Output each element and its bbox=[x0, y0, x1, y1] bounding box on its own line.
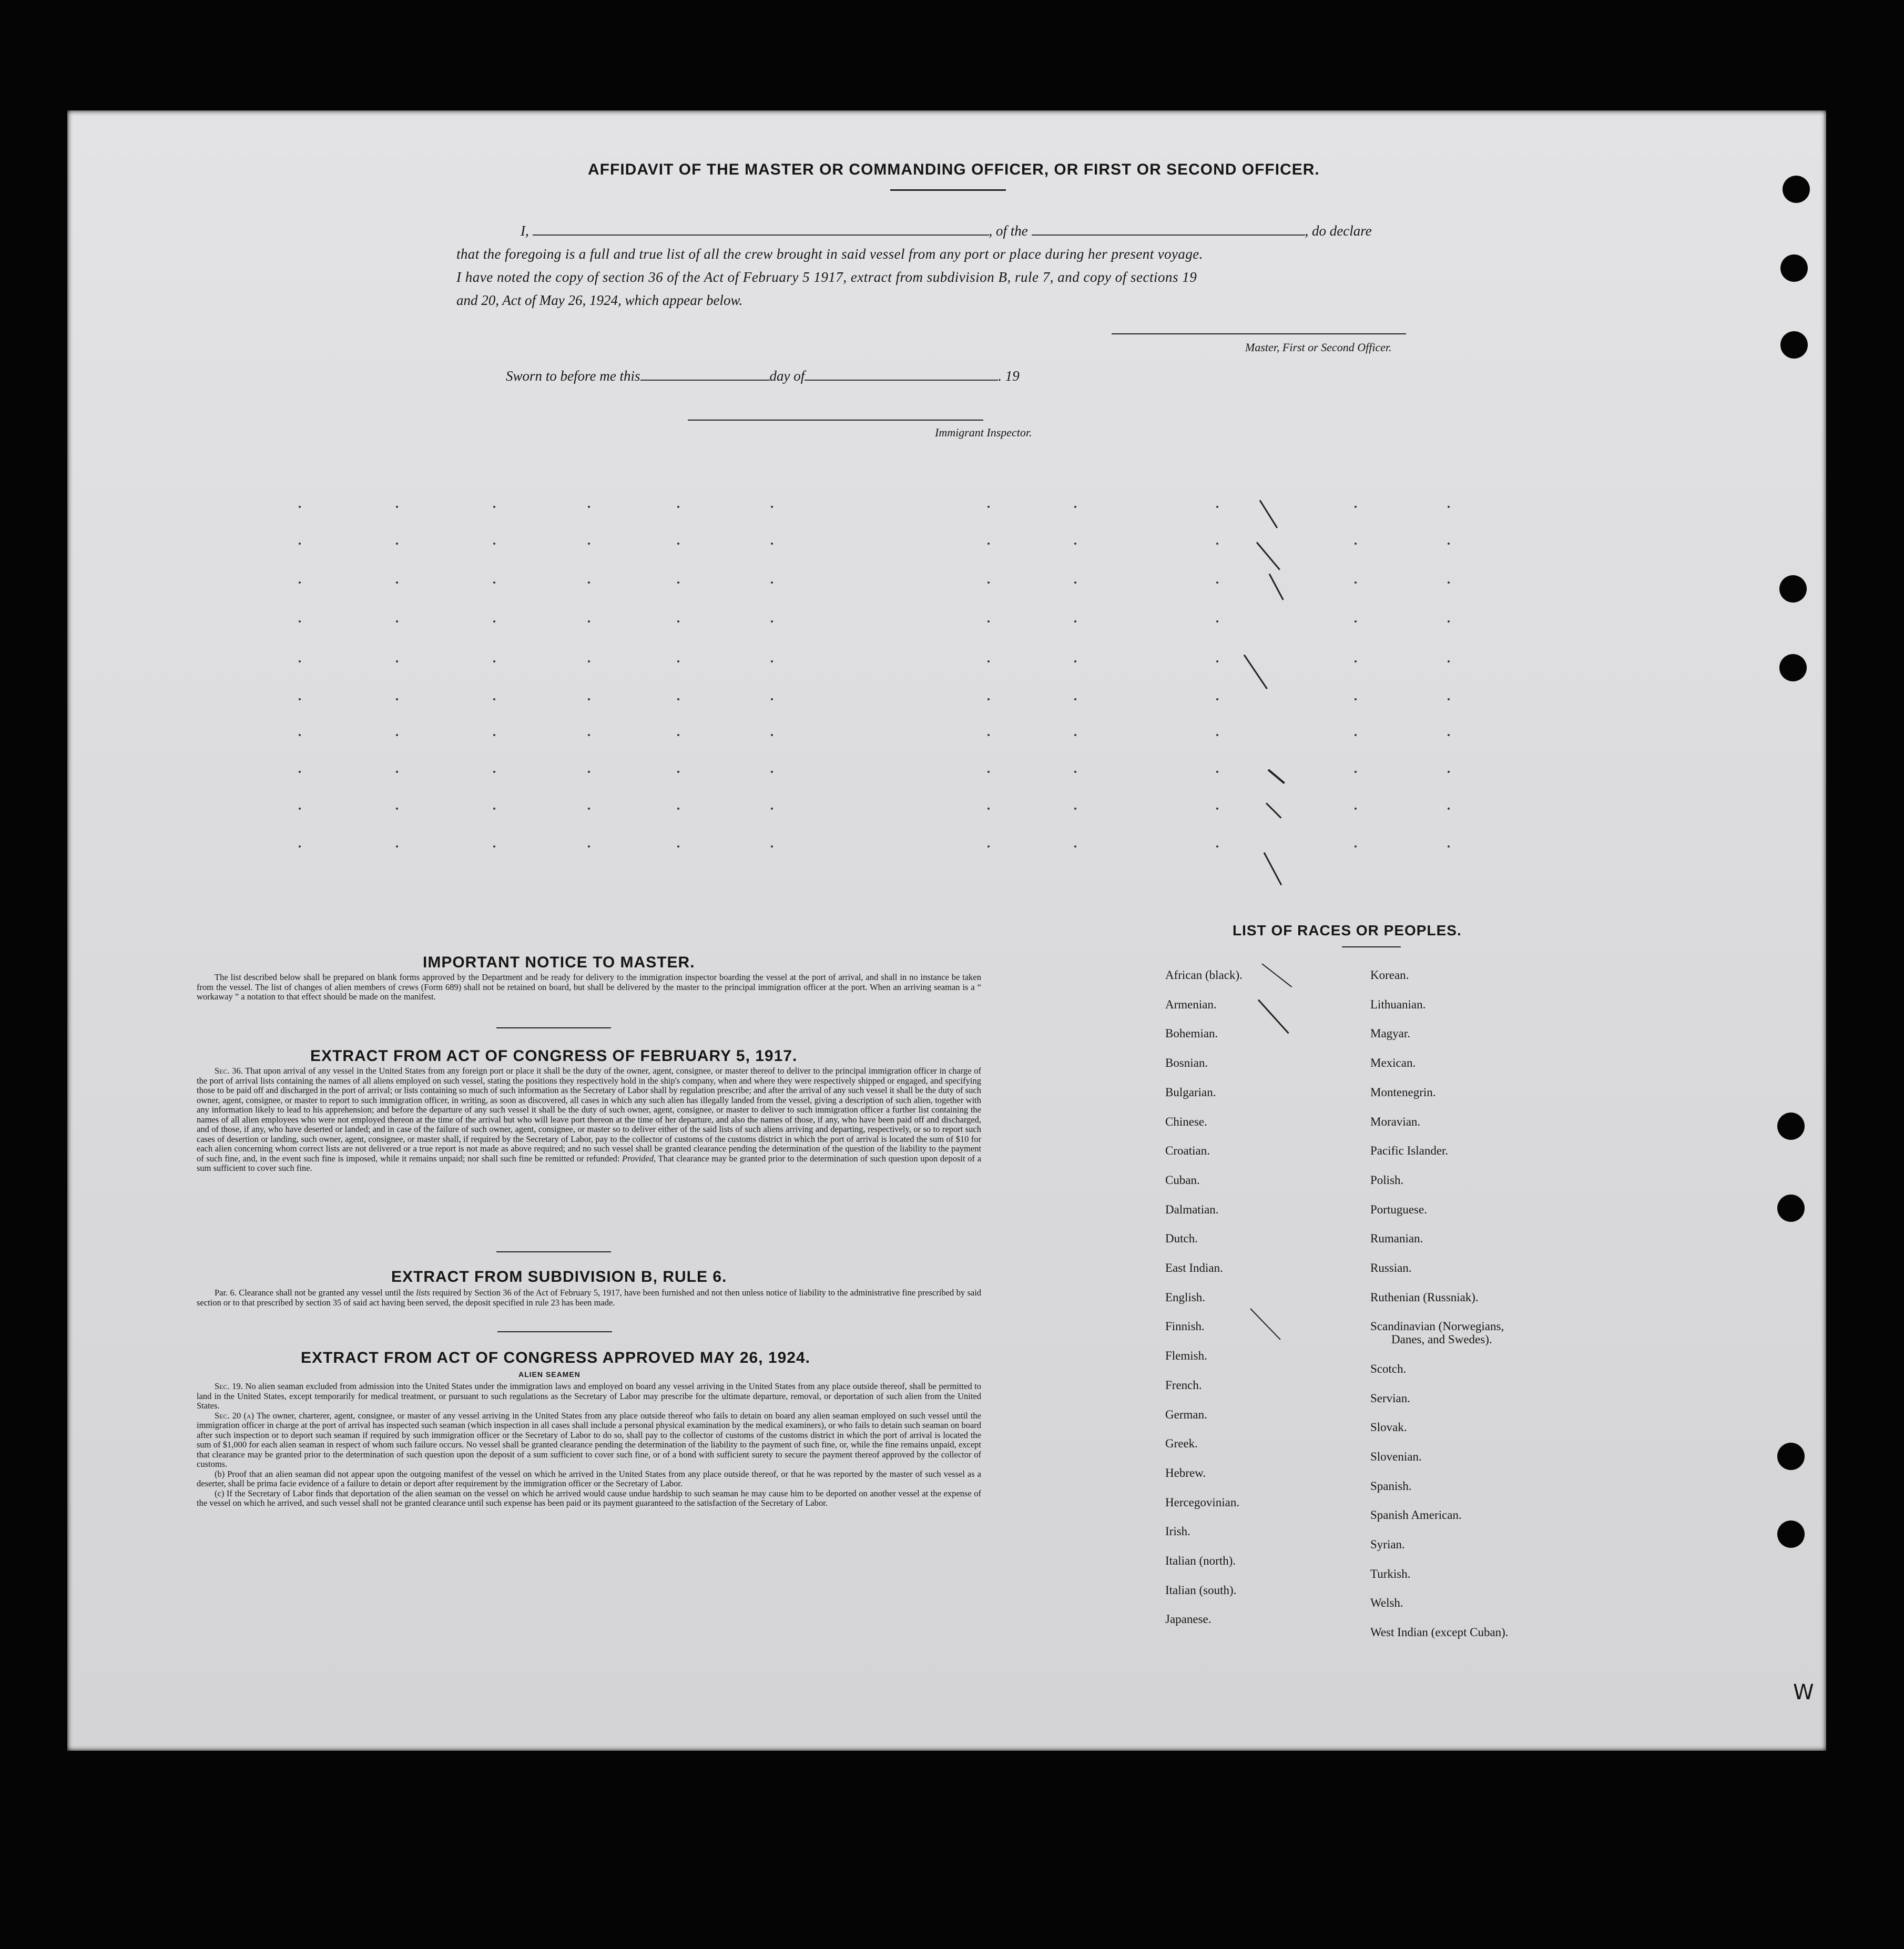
race-item: Bosnian. bbox=[1165, 1056, 1208, 1070]
race-item: Danes, and Swedes). bbox=[1391, 1333, 1492, 1346]
punch-hole bbox=[1777, 1113, 1805, 1140]
race-item: Italian (south). bbox=[1165, 1583, 1237, 1597]
punch-hole bbox=[1780, 254, 1808, 282]
grid-dot bbox=[396, 660, 398, 662]
grid-dot bbox=[493, 581, 495, 584]
grid-dot bbox=[493, 698, 495, 700]
grid-dot bbox=[396, 620, 398, 623]
grid-dot bbox=[771, 698, 773, 700]
grid-dot bbox=[588, 771, 590, 773]
grid-dot bbox=[1216, 734, 1218, 736]
grid-dot bbox=[987, 734, 990, 736]
divider bbox=[496, 1027, 611, 1028]
notice-text: The list described below shall be prepared on blank forms approved by the Department and be ready for delivery to the immigration inspector boarding the vessel at the port of arrival, and shall in no instance be taken from the vessel. The list of changes of alien members of crews (Form 689) shall not be retained on board, but shall be delivered by the master to the principal immigration officer at the port. When an arriving seaman is a “ workaway ” a notation to that effect should be made on the manifest. bbox=[197, 972, 981, 1002]
grid-dot bbox=[1448, 698, 1450, 700]
race-item: Rumanian. bbox=[1370, 1232, 1423, 1246]
grid-dot bbox=[1448, 845, 1450, 848]
grid-dot bbox=[1216, 660, 1218, 662]
race-item: Finnish. bbox=[1165, 1320, 1205, 1333]
pencil-mark bbox=[1250, 1308, 1280, 1340]
punch-hole bbox=[1777, 1521, 1805, 1548]
grid-dot bbox=[1355, 581, 1357, 584]
race-item: Montenegrin. bbox=[1370, 1085, 1436, 1099]
grid-dot bbox=[1074, 698, 1076, 700]
grid-dot bbox=[987, 581, 990, 584]
grid-dot bbox=[1216, 808, 1218, 810]
grid-dot bbox=[588, 734, 590, 736]
grid-dot bbox=[677, 771, 679, 773]
pencil-mark bbox=[1261, 963, 1292, 987]
grid-dot bbox=[299, 620, 301, 623]
grid-dot bbox=[987, 506, 990, 508]
grid-dot bbox=[771, 771, 773, 773]
grid-dot bbox=[299, 771, 301, 773]
grid-dot bbox=[1355, 771, 1357, 773]
race-item: Dalmatian. bbox=[1165, 1202, 1219, 1216]
race-item: Servian. bbox=[1370, 1391, 1411, 1405]
grid-dot bbox=[299, 698, 301, 700]
grid-dot bbox=[1216, 506, 1218, 508]
grid-dot bbox=[1448, 734, 1450, 736]
race-item: Spanish American. bbox=[1370, 1508, 1462, 1522]
race-item: East Indian. bbox=[1165, 1261, 1223, 1274]
race-item: Lithuanian. bbox=[1370, 997, 1426, 1011]
grid-dot bbox=[1355, 506, 1357, 508]
race-item: Cuban. bbox=[1165, 1173, 1200, 1187]
extract-1924-title: EXTRACT FROM ACT OF CONGRESS APPROVED MAY 26, 1924. bbox=[301, 1349, 810, 1366]
grid-dot bbox=[493, 543, 495, 545]
grid-dot bbox=[771, 845, 773, 848]
race-item: Slovak. bbox=[1370, 1421, 1407, 1434]
grid-dot bbox=[677, 698, 679, 700]
grid-dot bbox=[1355, 698, 1357, 700]
grid-dot bbox=[1448, 808, 1450, 810]
name-blank[interactable] bbox=[533, 234, 989, 236]
grid-dot bbox=[677, 543, 679, 545]
day-blank[interactable] bbox=[640, 380, 770, 381]
grid-dot bbox=[677, 620, 679, 623]
grid-dot bbox=[588, 698, 590, 700]
grid-dot bbox=[677, 734, 679, 736]
grid-dot bbox=[1216, 771, 1218, 773]
pencil-mark bbox=[1258, 999, 1289, 1034]
grid-dot bbox=[588, 808, 590, 810]
grid-dot bbox=[396, 771, 398, 773]
grid-dot bbox=[493, 845, 495, 848]
grid-dot bbox=[1448, 543, 1450, 545]
race-item: English. bbox=[1165, 1290, 1206, 1304]
subdivision-title: EXTRACT FROM SUBDIVISION B, RULE 6. bbox=[391, 1268, 727, 1285]
grid-dot bbox=[1216, 698, 1218, 700]
race-item: Pacific Islander. bbox=[1370, 1144, 1449, 1158]
race-item: Armenian. bbox=[1165, 997, 1217, 1011]
grid-dot bbox=[987, 543, 990, 545]
punch-hole bbox=[1779, 575, 1807, 603]
grid-dot bbox=[1074, 771, 1076, 773]
notice-title: IMPORTANT NOTICE TO MASTER. bbox=[423, 954, 695, 971]
race-item: French. bbox=[1165, 1378, 1202, 1392]
grid-dot bbox=[1448, 771, 1450, 773]
grid-dot bbox=[1448, 620, 1450, 623]
punch-hole bbox=[1777, 1443, 1805, 1470]
inspector-signature-label: Immigrant Inspector. bbox=[935, 426, 1032, 439]
grid-dot bbox=[396, 698, 398, 700]
pencil-mark bbox=[1259, 500, 1278, 528]
race-item: Korean. bbox=[1370, 968, 1409, 982]
race-item: Polish. bbox=[1370, 1173, 1404, 1187]
grid-dot bbox=[1074, 845, 1076, 848]
race-item: Bulgarian. bbox=[1165, 1085, 1216, 1099]
grid-dot bbox=[771, 620, 773, 623]
race-item: Russian. bbox=[1370, 1261, 1412, 1274]
grid-dot bbox=[299, 506, 301, 508]
race-item: Hebrew. bbox=[1165, 1466, 1206, 1479]
race-item: Syrian. bbox=[1370, 1538, 1405, 1551]
corner-mark: W bbox=[1793, 1680, 1814, 1705]
grid-dot bbox=[396, 543, 398, 545]
affidavit-line-4: and 20, Act of May 26, 1924, which appear below. bbox=[456, 292, 743, 308]
grid-dot bbox=[987, 698, 990, 700]
grid-dot bbox=[1355, 808, 1357, 810]
race-item: Irish. bbox=[1165, 1525, 1190, 1538]
grid-dot bbox=[493, 506, 495, 508]
race-item: German. bbox=[1165, 1407, 1207, 1421]
race-item: Flemish. bbox=[1165, 1349, 1207, 1363]
grid-dot bbox=[1216, 581, 1218, 584]
divider bbox=[496, 1251, 611, 1252]
race-item: Greek. bbox=[1165, 1437, 1198, 1451]
grid-dot bbox=[987, 845, 990, 848]
grid-dot bbox=[299, 543, 301, 545]
race-item: Italian (north). bbox=[1165, 1554, 1236, 1567]
grid-dot bbox=[1448, 660, 1450, 662]
pencil-mark bbox=[1256, 542, 1280, 570]
grid-dot bbox=[771, 734, 773, 736]
grid-dot bbox=[396, 845, 398, 848]
race-item: Scotch. bbox=[1370, 1362, 1407, 1375]
affidavit-title: AFFIDAVIT OF THE MASTER OR COMMANDING OFFICER, OR FIRST OR SECOND OFFICER. bbox=[588, 161, 1320, 178]
race-item: Japanese. bbox=[1165, 1613, 1211, 1626]
grid-dot bbox=[299, 808, 301, 810]
race-item: Moravian. bbox=[1370, 1115, 1421, 1128]
grid-dot bbox=[1216, 845, 1218, 848]
grid-dot bbox=[987, 660, 990, 662]
race-item: Turkish. bbox=[1370, 1567, 1411, 1580]
grid-dot bbox=[771, 808, 773, 810]
vessel-blank[interactable] bbox=[1032, 234, 1305, 236]
grid-dot bbox=[1074, 660, 1076, 662]
grid-dot bbox=[396, 506, 398, 508]
races-title: LIST OF RACES OR PEOPLES. bbox=[1233, 922, 1462, 938]
punch-hole bbox=[1780, 331, 1808, 359]
subdivision-text: Par. 6. Clearance shall not be granted any vessel until the lists required by Section 36 of the Act of February 5, 1917, have been furnished and not then unless notice of liability to the administrative fine prescribed by said section or to that prescribed by section 35 of said act having been served, the deposit specified in rule 23 has been made. bbox=[197, 1288, 982, 1308]
grid-dot bbox=[677, 808, 679, 810]
grid-dot bbox=[588, 506, 590, 508]
race-item: West Indian (except Cuban). bbox=[1370, 1626, 1509, 1639]
grid-dot bbox=[396, 808, 398, 810]
grid-dot bbox=[1355, 543, 1357, 545]
race-item: Hercegovinian. bbox=[1165, 1495, 1240, 1509]
race-item: Welsh. bbox=[1370, 1596, 1403, 1610]
punch-hole bbox=[1779, 654, 1807, 681]
race-item: Slovenian. bbox=[1370, 1450, 1422, 1463]
race-item: Magyar. bbox=[1370, 1027, 1411, 1040]
race-item: Dutch. bbox=[1165, 1232, 1198, 1246]
grid-dot bbox=[493, 660, 495, 662]
grid-dot bbox=[588, 543, 590, 545]
grid-dot bbox=[493, 620, 495, 623]
grid-dot bbox=[299, 734, 301, 736]
month-blank[interactable] bbox=[805, 380, 998, 381]
grid-dot bbox=[677, 506, 679, 508]
grid-dot bbox=[677, 845, 679, 848]
pencil-mark bbox=[1266, 802, 1281, 818]
race-item: African (black). bbox=[1165, 968, 1243, 982]
divider bbox=[497, 1331, 612, 1332]
race-item: Ruthenian (Russniak). bbox=[1370, 1290, 1479, 1304]
grid-dot bbox=[588, 581, 590, 584]
master-signature-line[interactable] bbox=[1112, 333, 1406, 334]
grid-dot bbox=[771, 543, 773, 545]
punch-hole bbox=[1783, 176, 1810, 203]
grid-dot bbox=[493, 808, 495, 810]
grid-dot bbox=[1355, 734, 1357, 736]
race-item: Scandinavian (Norwegians, bbox=[1370, 1320, 1504, 1333]
grid-dot bbox=[987, 620, 990, 623]
race-item: Bohemian. bbox=[1165, 1027, 1218, 1040]
grid-dot bbox=[771, 660, 773, 662]
races-title-underline bbox=[1342, 946, 1401, 947]
grid-dot bbox=[588, 845, 590, 848]
grid-dot bbox=[987, 808, 990, 810]
pencil-mark bbox=[1264, 852, 1282, 885]
sworn-line: Sworn to before me this day of . 19 bbox=[506, 368, 1020, 384]
grid-dot bbox=[588, 660, 590, 662]
grid-dot bbox=[1074, 734, 1076, 736]
affidavit-line-2: that the foregoing is a full and true list of all the crew brought in said vessel from any port or place during her present voyage. bbox=[456, 246, 1203, 262]
race-item: Croatian. bbox=[1165, 1144, 1210, 1158]
punch-hole bbox=[1777, 1195, 1805, 1222]
grid-dot bbox=[771, 581, 773, 584]
title-underline bbox=[890, 189, 1006, 191]
grid-dot bbox=[299, 660, 301, 662]
grid-dot bbox=[493, 734, 495, 736]
grid-dot bbox=[1074, 543, 1076, 545]
grid-dot bbox=[987, 771, 990, 773]
grid-dot bbox=[396, 734, 398, 736]
pencil-mark bbox=[1268, 769, 1285, 784]
grid-dot bbox=[588, 620, 590, 623]
grid-dot bbox=[1216, 543, 1218, 545]
grid-dot bbox=[1448, 506, 1450, 508]
grid-dot bbox=[1074, 581, 1076, 584]
extract-1917-title: EXTRACT FROM ACT OF CONGRESS OF FEBRUARY 5, 1917. bbox=[310, 1047, 798, 1065]
alien-seamen-subtitle: ALIEN SEAMEN bbox=[518, 1370, 581, 1379]
grid-dot bbox=[1355, 660, 1357, 662]
race-item: Chinese. bbox=[1165, 1115, 1207, 1128]
grid-dot bbox=[771, 506, 773, 508]
grid-dot bbox=[1448, 581, 1450, 584]
grid-dot bbox=[493, 771, 495, 773]
extract-1917-text: Sec. 36. That upon arrival of any vessel in the United States from any foreign port or place it shall be the duty of the owner, agent, consignee, or master thereof to deliver to the principal immigration officer in charge of the port of arrival lists containing the names of all aliens employed on such vessel, stating the positions they respectively hold in the ship's company, when and where they were respectively shipped or engaged, and specifying those to be paid off and discharged in the port of arrival; or lists containing so much of such information as the Secretary of Labor shall by regulation prescribe; and after the arrival of any such vessel it shall be the duty of such owner, agent, consignee, or master to report to such immigration officer, in writing, as soon as discovered, all cases in which any such alien has illegally landed from the vessel, giving a description of such alien, together with any information likely to lead to his apprehension; and before the departure of any such vessel it shall be the duty of such owner, agent, consignee, or master to deliver to such immigration officer a further list containing the names of all alien employees who were not employed thereon at the time of the arrival but who will leave port thereon at the time of her departure, and also the names of those, if any, who have been paid off and discharged, and of those, if any, who have deserted or landed; and in case of the failure of such owner, agent, consignee, or master so to deliver either of the said lists of such aliens arriving and departing, respectively, or so to report such cases of desertion or landing, such owner, agent, consignee, or master shall, if required by the Secretary of Labor, pay to the collector of customs of the customs district in which the port of arrival is located the sum of $10 for each alien concerning whom correct lists are not delivered or a true report is not made as above required; and no such vessel shall be granted clearance pending the determination of the question of the liability to the payment of such fine, and, in the event such fine is imposed, while it remains unpaid; nor shall such fine be remitted or refunded: Provided, That clearance may be granted prior to the determination of such question upon deposit of a sum sufficient to cover such fine. bbox=[197, 1066, 982, 1173]
affidavit-first-line: I, , of the , do declare bbox=[521, 223, 1372, 239]
grid-dot bbox=[299, 845, 301, 848]
document-page bbox=[67, 110, 1826, 1751]
inspector-signature-line[interactable] bbox=[688, 420, 983, 421]
grid-dot bbox=[1074, 808, 1076, 810]
affidavit-line-3: I have noted the copy of section 36 of the Act of February 5 1917, extract from subdivision B, rule 7, and copy of sections 19 bbox=[456, 269, 1197, 285]
grid-dot bbox=[1074, 620, 1076, 623]
grid-dot bbox=[1355, 620, 1357, 623]
grid-dot bbox=[677, 660, 679, 662]
grid-dot bbox=[1216, 620, 1218, 623]
race-item: Portuguese. bbox=[1370, 1202, 1427, 1216]
master-signature-label: Master, First or Second Officer. bbox=[1245, 341, 1392, 354]
race-item: Spanish. bbox=[1370, 1479, 1412, 1493]
grid-dot bbox=[1074, 506, 1076, 508]
grid-dot bbox=[677, 581, 679, 584]
grid-dot bbox=[396, 581, 398, 584]
pencil-mark bbox=[1269, 574, 1284, 600]
extract-1924-text: Sec. 19. No alien seaman excluded from admission into the United States under the immigration laws and employed on board any vessel arriving in the United States from any place outside thereof, shall be permitted to land in the United States, except temporarily for medical treatment, or pursuant to such regulations as the Secretary of Labor may prescribe for the ultimate departure, removal, or deportation of such alien from the United States. Sec. 20 (a) The owner, charterer, agent, consignee, or master of any vessel arriving in the United States from any place outside thereof who fails to detain on board any alien seaman employed on such vessel until the immigration officer in charge at the port of arrival has inspected such seaman (which inspection in all cases shall include a personal physical examination by the medical examiners), or who fails to detain such seaman on board after such inspection or to deport such seaman if required by such immigration officer or the Secretary of Labor to do so, shall pay to the collector of customs of the customs district in which the port of arrival is located the sum of $1,000 for each alien seaman in respect of whom such failure occurs. No vessel shall be granted clearance pending the determination of the liability to the payment of such fine, or, while the fine remains unpaid, except that clearance may be granted prior to the determination of such question upon the deposit of a sum sufficient to cover such fine, or of a bond with sufficient surety to secure the payment thereof approved by the collector of customs. (b) Proof that an alien seaman did not appear upon the outgoing manifest of the vessel on which he arrived in the United States from any place outside thereof, or that he was reported by the master of such vessel as a deserter, shall be prima facie evidence of a failure to detain or deport after requirement by the immigration officer or the Secretary of Labor. (c) If the Secretary of Labor finds that deportation of the alien seaman on the vessel on which he arrived would cause undue hardship to such seaman he may cause him to be deported on another vessel at the expense of the vessel on which he arrived, and such vessel shall not be granted clearance until such expense has been paid or its payment guaranteed to the satisfaction of the Secretary of Labor. bbox=[197, 1381, 982, 1508]
grid-dot bbox=[299, 581, 301, 584]
grid-dot bbox=[1355, 845, 1357, 848]
pencil-mark bbox=[1244, 655, 1268, 689]
race-item: Mexican. bbox=[1370, 1056, 1416, 1070]
